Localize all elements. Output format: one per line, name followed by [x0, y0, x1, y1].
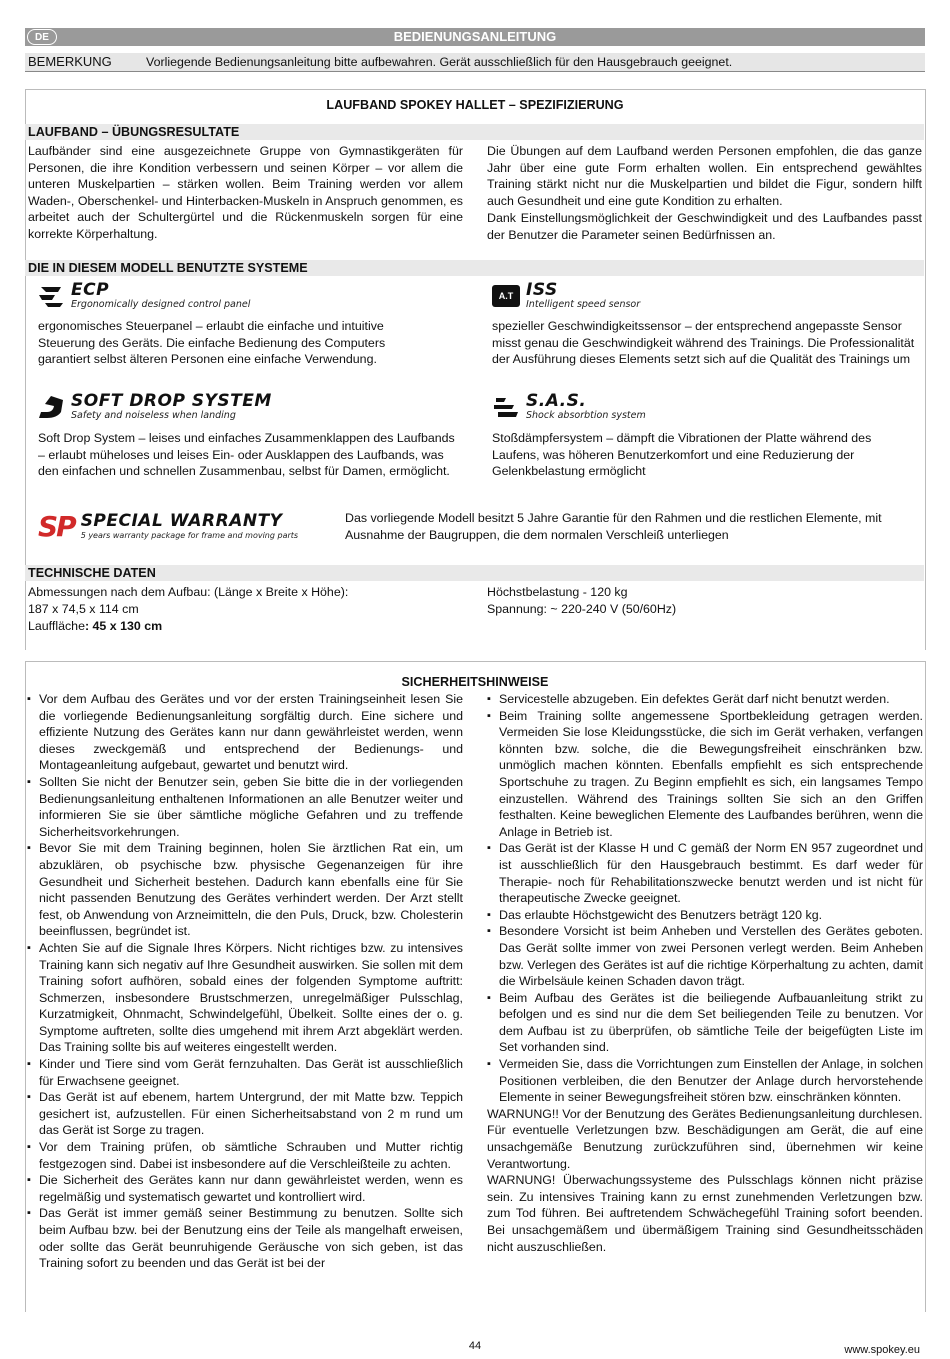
list-item: ▪ Die Sicherheit des Gerätes kann nur dann gewährleistet werden, wenn es regelmäßig und systematisch gewartet und kontrolliert wird. [27, 1172, 463, 1205]
safety-right-list [487, 691, 923, 1106]
warning-paragraph: WARNUNG!! Vor der Benutzung des Gerätes Bedienungsanleitung durchlesen. [487, 1106, 923, 1121]
list-item: ▪ Bevor Sie mit dem Training beginnen, holen Sie ärztlichen Rat ein, um abzuklären, ob psychische bzw. physische Gegenanzeigen für ihre Gesundheit und Sicherheit bestehen. Dadurch kann ebenfalls eine für Sie nicht passenden Benutzung des Gerätes verhindert werden. Der Arzt stellt fest, ob Anwendung von Arzneimitteln, die den Puls, Druck, bzw. Cholesterin beeinflussen, begründet ist. [27, 840, 463, 940]
tech-title: TECHNISCHE DATEN [28, 566, 156, 580]
page-number: 44 [468, 1340, 482, 1352]
tech-dims-value: 187 x 74,5 x 114 cm [28, 602, 139, 616]
list-item: ▪ Vermeiden Sie, dass die Vorrichtungen zum Einstellen der Anlage, in solchen Positionen verbleiben, die den Benutzer der Anlage durch hervorstehende Elemente in seiner Bewegungsfreiheit stören bzw. einschränken könnten. [487, 1056, 923, 1106]
list-item: ▪ Sollten Sie nicht der Benutzer sein, geben Sie bitte die in der vorliegenden Bedienungsanleitung enthaltenen Informationen an alle Benutzer weiter und informieren Sie sie über sämtliche mögliche Gefahren und zu treffende Sicherheitsvorkehrungen. [27, 774, 463, 840]
remark-text: Vorliegende Bedienungsanleitung bitte aufbewahren. Gerät ausschließlich für den Hausgebrauch geeignet. [146, 55, 733, 69]
sas-icon [492, 394, 520, 420]
tech-dims-label: Abmessungen nach dem Aufbau: (Länge x Breite x Höhe): [28, 585, 349, 599]
tech-max-load: Höchstbelastung - 120 kg [487, 585, 628, 599]
warranty-text: Das vorliegende Modell besitzt 5 Jahre Garantie für den Rahmen und die restlichen Elemente, mit Ausnahme der Baugruppen, die dem normalen Verschleiß unterliegen [345, 511, 882, 542]
sds-logo [37, 393, 272, 421]
list-item: ▪ Das Gerät ist immer gemäß seiner Bestimmung zu benutzen. Sollte sich beim Aufbau bzw. bei der Benutzung eins der Teile als mangelhaft erweisen, oder sollte das Gerät beunruhigende Geräusche von sich geben, ist das Training sofort zu beenden und das Gerät ist bei der [27, 1205, 463, 1271]
sas-text: Stoßdämpfersystem – dämpft die Vibrationen der Platte während des Laufens, was höheren Benutzerkomfort und eine Reduzierung der Gelenkbelastung ermöglicht [492, 431, 872, 479]
ecp-subtitle: Ergonomically designed control panel [71, 299, 251, 310]
spec-title: LAUFBAND SPOKEY HALLET – SPEZIFIZIERUNG [326, 98, 624, 112]
safety-right-column [487, 691, 923, 1255]
results-right-text-1: Die Übungen auf dem Laufband werden Personen empfohlen, die das ganze Jahr über eine gute Form erhalten wollen. Ein entsprechend gewähltes Training stärkt nicht nur die Muskelpartien und bildet die Figur, sondern hilft auch Gesundheit und eine gute Kondition zu erhalten. [487, 144, 922, 208]
sds-subtitle: Safety and noiseless when landing [71, 410, 236, 421]
list-item: ▪ Beim Training sollte angemessene Sportbekleidung getragen werden. Vermeiden Sie lose Kleidungsstücke, die sich im Gerät verhaken, verfangen könnten bzw. solche, die die Bewegungsfreiheit einschränken bzw. unmöglich machen könnten. Ebenfalls empfiehlt es sich entsprechende Sportschuhe zu tragen. Zu Beginn empfiehlt es sich, ein langsames Tempo einzustellen. Während des Trainings sollten Sie sich an den Griffen festhalten. Keine beweglichen Elemente des Laufbandes berühren, wenn die Anlage in Betrieb ist. [487, 708, 923, 841]
sds-name: SOFT DROP SYSTEM [71, 391, 272, 411]
footer-url[interactable]: www.spokey.eu [844, 1344, 920, 1356]
results-left-text: Laufbänder sind eine ausgezeichnete Gruppe von Gymnastikgeräten für Personen, die ihre Kondition verbessern und seinen Körper – vor allem die unteren Muskelpartien – stärken wollen. Beim Training werden vor allem Waden-, Oberschenkel- und Hinterbacken-Muskeln in Anspruch genommen, es arbeitet auch der Schultergürtel und die Rückenmuskeln sorgen für eine korrekte Körperhaltung. [28, 144, 463, 241]
ecp-name: ECP [71, 280, 110, 300]
results-title: LAUFBAND – ÜBUNGSRESULTATE [28, 125, 240, 139]
iss-name: ISS [526, 280, 558, 300]
document-title: BEDIENUNGSANLEITUNG [393, 29, 557, 44]
ecp-text: ergonomisches Steuerpanel – erlaubt die einfache und intuitive Steuerung des Geräts. Die einfache Bedienung des Computers garantiert selbst älteren Personen eine einfache Verwendung. [38, 319, 386, 367]
tech-area-label: Lauffläche [28, 619, 85, 633]
list-item: ▪ Achten Sie auf die Signale Ihres Körpers. Nicht richtiges bzw. zu intensives Training kann sich negativ auf Ihre Gesundheit auswirken. Sie sollen mit dem Training sofort aufhören, sobald eines der folgenden Symptome auftritt: Schmerzen, insbesondere Brustschmerzen, unregelmäßiger Pulsschlag, Kurzatmigkeit, Ohnmacht, Schwindelgefühl, Übelkeit. Sollte eines der o. g. Symptome auftreten, sollte dies umgehend mit ihrem Arzt abgeklärt werden. Das Training sollte bis auf weiteres eingestellt werden. [27, 940, 463, 1056]
list-item: ▪ Das Gerät ist der Klasse H und C gemäß der Norm EN 957 zugeordnet und ist ausschließlich für den Hausgebrauch bestimmt. Es darf weder für Therapie- noch für Rehabilitationszwecke benutzt werden und ist nicht für therapeutische Zwecke geeignet. [487, 840, 923, 906]
list-item: ▪ Beim Aufbau des Gerätes ist die beiliegende Aufbauanleitung strikt zu befolgen und es sind nur die dem Set beiliegenden Teile zu benutzen. Vor dem Aufbau ist zu überprüfen, ob sämtliche Teile der beigefügten Liste im Set vorhanden sind. [487, 990, 923, 1056]
safety-left-list [27, 691, 463, 1272]
sas-subtitle: Shock absorbtion system [526, 410, 646, 421]
warranty-sp-icon: SP [38, 510, 75, 543]
iss-logo [492, 282, 640, 310]
tech-area [28, 618, 162, 635]
results-right-text-2: Dank Einstellungsmöglichkeit der Geschwindigkeit und des Laufbandes passt der Benutzer die Parameter seinen Bedürfnissen an. [487, 211, 922, 242]
warranty-subtitle: 5 years warranty package for frame and moving parts [80, 531, 299, 540]
warranty-name: SPECIAL WARRANTY [80, 511, 283, 531]
list-item: ▪ Das Gerät ist auf ebenem, hartem Untergrund, der mit Matte bzw. Teppich gesichert ist, aufzustellen. Für einen Sicherheitsabstand von 2 m rund um das Gerät ist Sorge zu tragen. [27, 1089, 463, 1139]
list-item: ▪ Das erlaubte Höchstgewicht des Benutzers beträgt 120 kg. [487, 907, 923, 924]
liability-paragraph: Für eventuelle Verletzungen bzw. Beschädigungen am Gerät, die auf eine unsachgemäße Benutzung zurückzuführen sind, übernehmen wir keine Verantwortung. [487, 1123, 923, 1171]
iss-icon: A.T [492, 285, 520, 307]
language-badge: DE [27, 29, 57, 45]
list-item: ▪ Vor dem Training prüfen, ob sämtliche Schrauben und Mutter richtig festgezogen sind. Dabei ist insbesondere auf die Verschleißteile zu achten. [27, 1139, 463, 1172]
tech-bar [25, 565, 924, 581]
list-item: ▪ Besondere Vorsicht ist beim Anheben und Verstellen des Gerätes geboten. Das Gerät sollte immer von zwei Personen verlegt werden. Beim Anheben bzw. Verlegen des Gerätes ist auf die richtige Körperhaltung zu achten, damit die Wirbelsäule keinen Schaden davon trägt. [487, 923, 923, 989]
iss-text: spezieller Geschwindigkeitssensor – der entsprechend angepasste Sensor misst genau die Geschwindigkeit während des Trainings. Die Professionalität der Ausführung dieses Elements setzt sich auf die Qualität des Trainings um [492, 319, 915, 367]
sas-logo [492, 393, 646, 421]
ecp-logo [37, 282, 250, 310]
sas-name: S.A.S. [526, 391, 587, 411]
pulse-warning-paragraph: WARNUNG! Überwachungssysteme des Pulsschlags können nicht präzise sein. Zu intensives Training kann zu ernst zunehmenden Verletzungen bzw. zum Tod führen. Bei auftretendem Schwächegefühl Training sofort beenden. Bei unsachgemäßem und übermäßigem Training sind Gesundheitsschäden nicht auszuschließen. [487, 1173, 923, 1254]
tech-voltage: Spannung: ~ 220-240 V (50/60Hz) [487, 602, 677, 616]
remark-label: BEMERKUNG [28, 54, 112, 69]
list-item: ▪ Vor dem Aufbau des Gerätes und vor der ersten Trainingseinheit lesen Sie die vorliegende Bedienungsanleitung sorgfältig durch. Eine sichere und effiziente Nutzung des Gerätes kann nur dann gewährleistet werden, wenn dieses zweckgemäß und entsprechend der Bedienungs- und Montageanleitung aufgebaut, gewartet und benutzt wird. [27, 691, 463, 774]
warranty-logo [38, 510, 299, 543]
ecp-icon [37, 284, 65, 308]
sds-icon [37, 394, 65, 420]
sds-text: Soft Drop System – leises und einfaches Zusammenklappen des Laufbands – erlaubt müheloses und leises Ein- oder Ausklappen des Laufbands, was den einfachen und schnellen Zusammenbau, selbst für Damen, ermöglicht. [38, 431, 455, 479]
iss-subtitle: Intelligent speed sensor [526, 299, 641, 310]
tech-area-value: : 45 x 130 cm [84, 619, 163, 633]
list-item: ▪ Kinder und Tiere sind vom Gerät fernzuhalten. Das Gerät ist ausschließlich für Erwachsene geeignet. [27, 1056, 463, 1089]
safety-title: SICHERHEITSHINWEISE [401, 675, 549, 689]
list-item: ▪ Servicestelle abzugeben. Ein defektes Gerät darf nicht benutzt werden. [487, 691, 923, 708]
systems-title: DIE IN DIESEM MODELL BENUTZTE SYSTEME [28, 261, 308, 275]
